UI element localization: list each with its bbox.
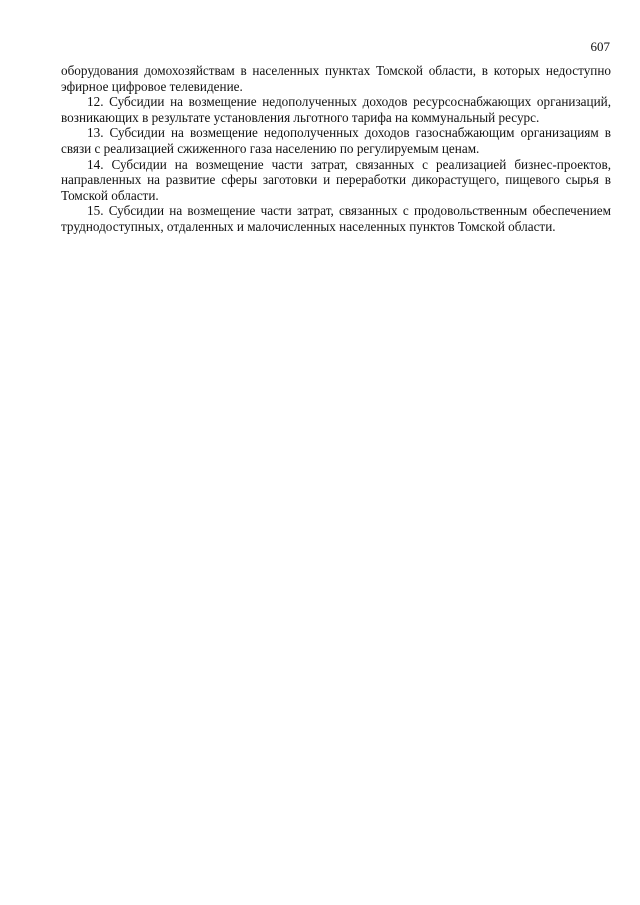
paragraph-item-13: 13. Субсидии на возмещение недополученных доходов газоснабжающим организациям в связи с реализацией сжиженного газа населению по регулируемым ценам. [61,125,611,156]
document-body [61,63,611,235]
paragraph-item-15: 15. Субсидии на возмещение части затрат, связанных с продовольственным обеспечением труднодоступных, отдаленных и малочисленных населенных пунктов Томской области. [61,203,611,234]
paragraph-continuation: оборудования домохозяйствам в населенных пунктах Томской области, в которых недоступно эфирное цифровое телевидение. [61,63,611,94]
page-number: 607 [590,39,610,54]
paragraph-item-12: 12. Субсидии на возмещение недополученных доходов ресурсоснабжающих организаций, возникающих в результате установления льготного тарифа на коммунальный ресурс. [61,94,611,125]
paragraph-item-14: 14. Субсидии на возмещение части затрат, связанных с реализацией бизнес-проектов, направленных на развитие сферы заготовки и переработки дикорастущего, пищевого сырья в Томской области. [61,156,611,203]
